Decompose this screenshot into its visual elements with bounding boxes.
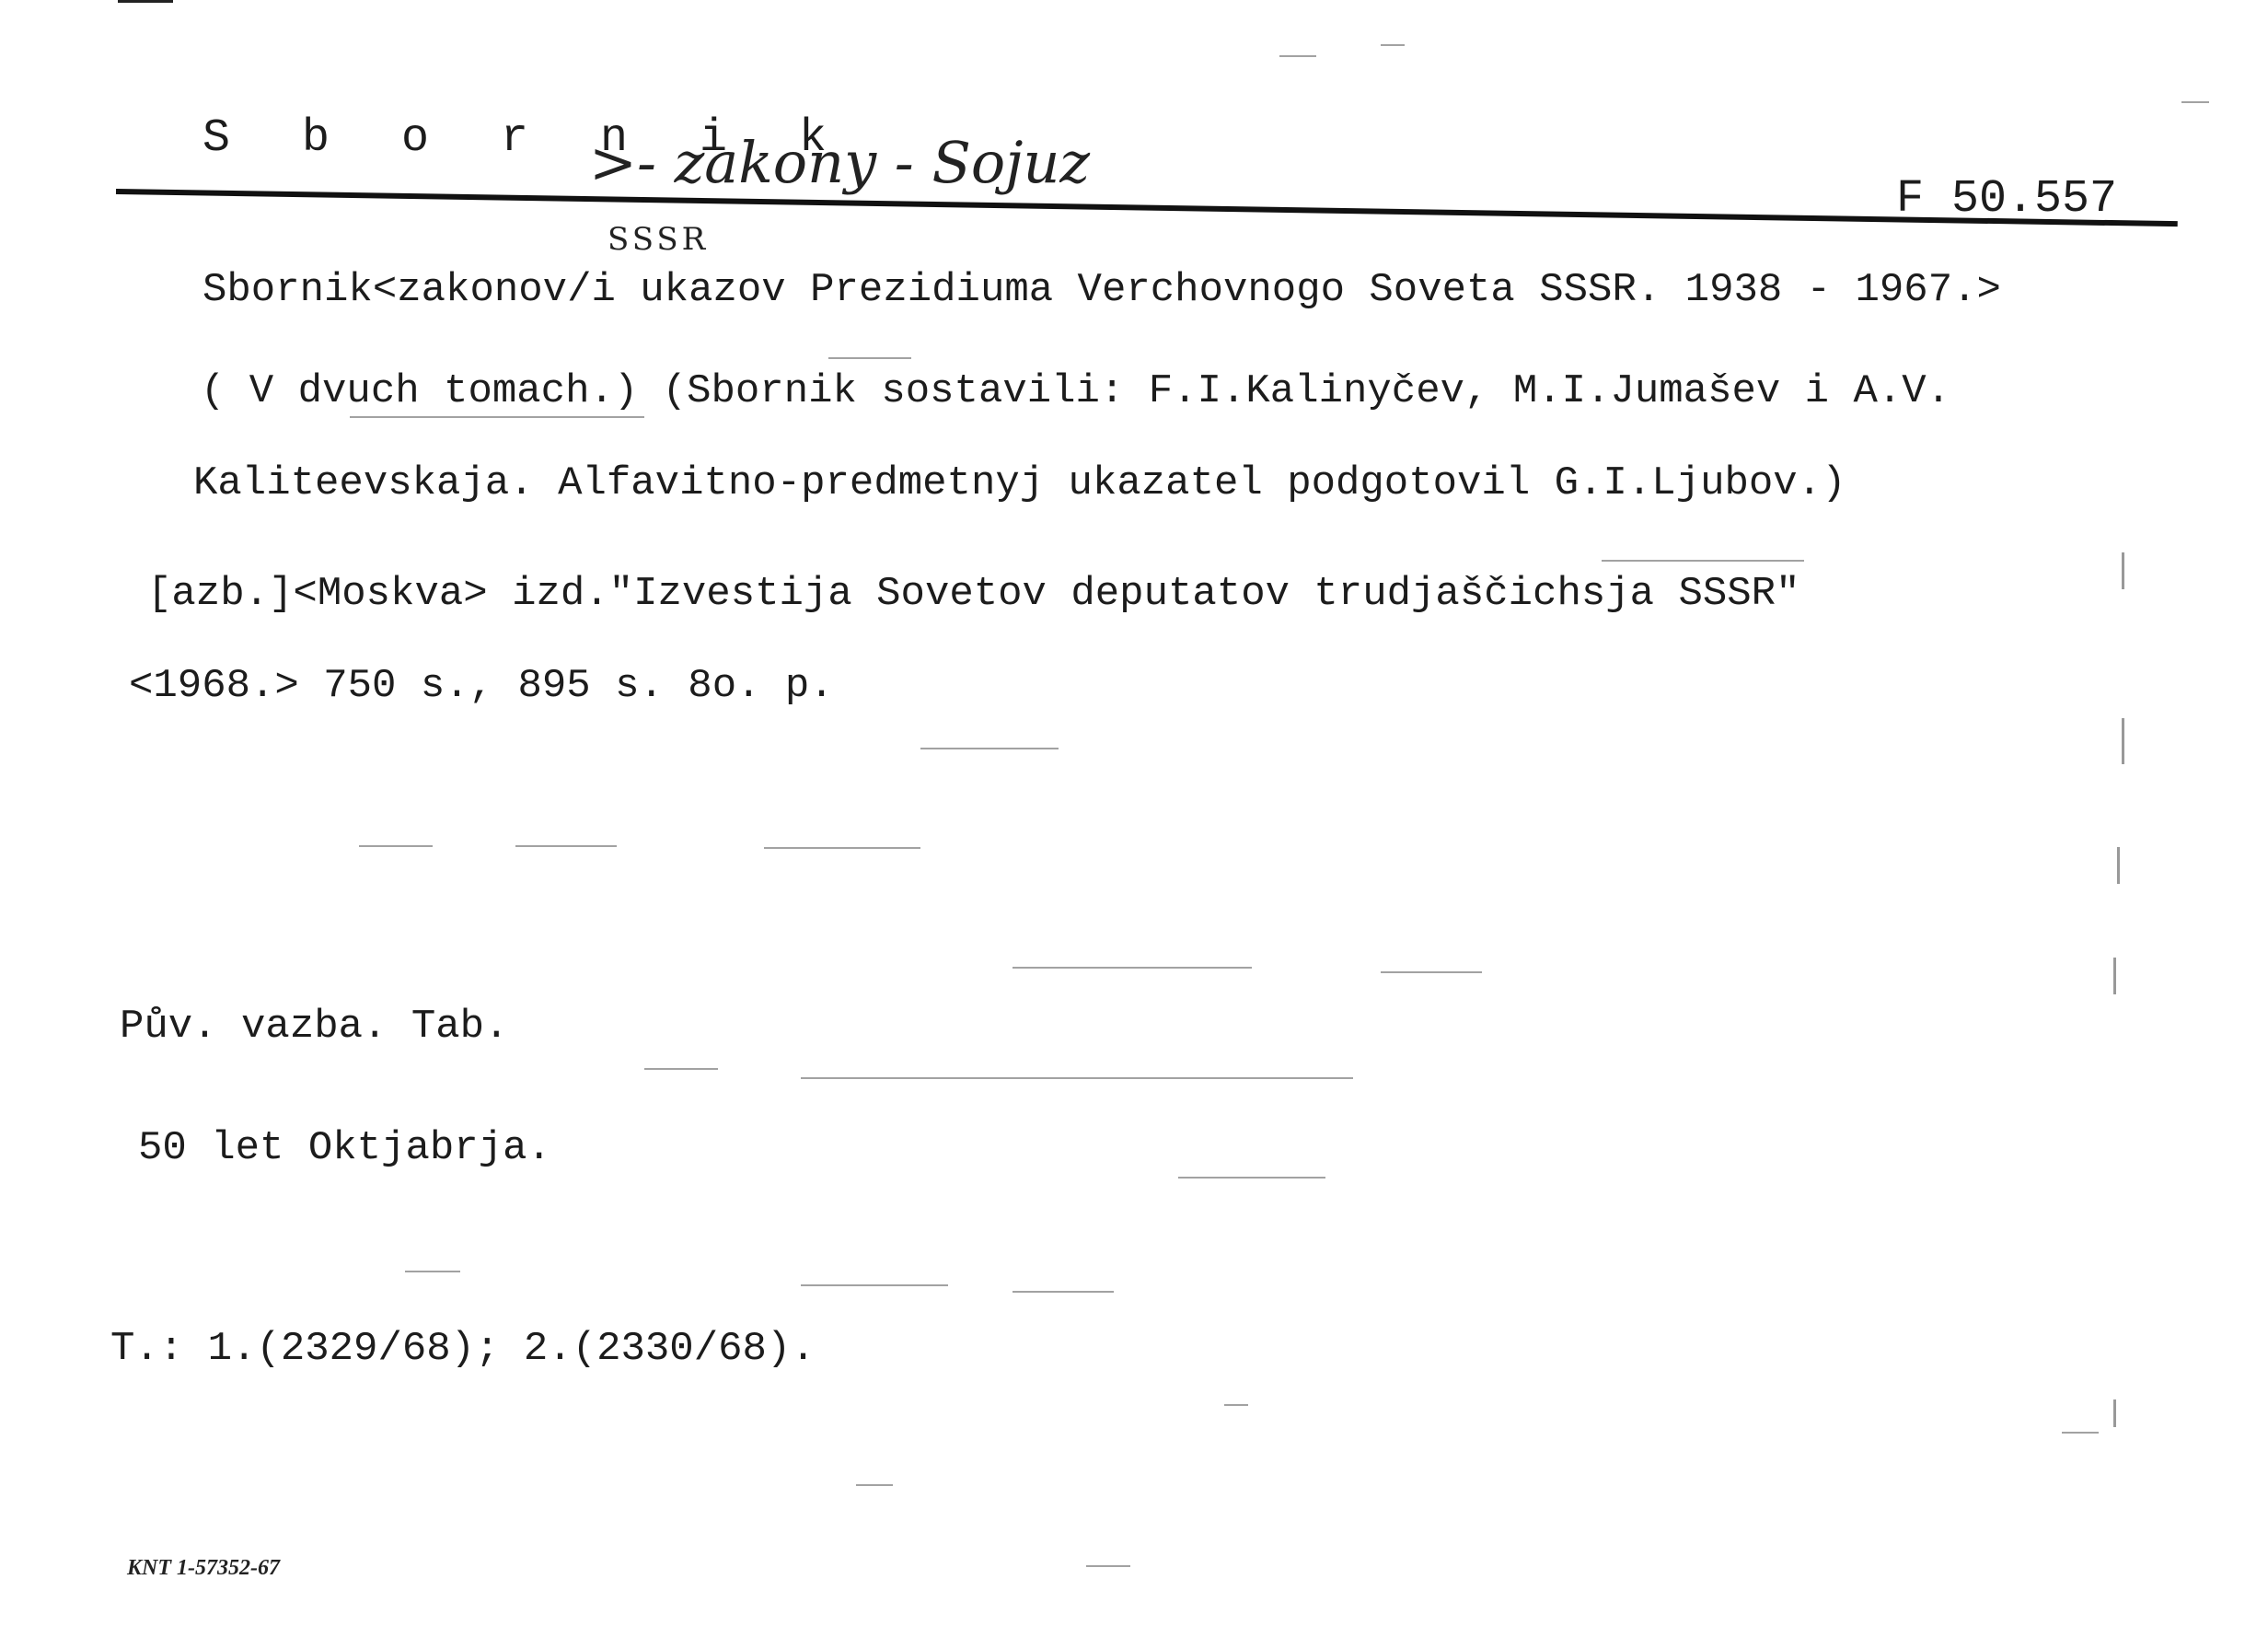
scan-speck (1086, 1565, 1130, 1567)
scan-speck (515, 845, 617, 847)
scan-speck (2113, 1399, 2116, 1427)
scan-speck (1381, 971, 1482, 973)
body-line-imprint: [azb.]<Moskva> izd."Izvestija Sovetov deputatov trudjaščichsja SSSR" (147, 571, 1800, 617)
note-series: 50 let Oktjabrja. (138, 1125, 551, 1171)
scan-speck (1381, 44, 1405, 46)
scan-speck (350, 416, 644, 418)
scan-speck (2117, 847, 2120, 884)
handwritten-insert: SSSR (608, 221, 710, 258)
scan-speck (1012, 1291, 1114, 1293)
scan-speck (801, 1077, 1353, 1079)
card-heading: S b o r n i k (202, 112, 850, 165)
scan-speck (2122, 552, 2124, 589)
scan-speck (359, 845, 433, 847)
scan-speck (2113, 958, 2116, 994)
card-footer-code: KNT 1-57352-67 (127, 1556, 280, 1580)
scan-speck (1178, 1177, 1325, 1179)
scan-speck (405, 1271, 460, 1272)
scan-speck (1224, 1404, 1248, 1406)
note-binding: Pův. vazba. Tab. (120, 1004, 509, 1050)
scan-speck (2181, 101, 2209, 103)
scan-speck (828, 357, 911, 359)
scan-speck (920, 748, 1059, 749)
scan-speck (2122, 718, 2124, 764)
scan-speck (1602, 560, 1804, 562)
heading-rule (116, 189, 2178, 226)
scan-speck (801, 1284, 948, 1286)
body-line-volumes-compilers: ( V dvuch tomach.) (Sbornik sostavili: F.I.Kalinyčev, M.I.Jumašev i A.V. (201, 368, 1951, 414)
volume-numbers: T.: 1.(2329/68); 2.(2330/68). (110, 1326, 816, 1372)
scan-speck (1279, 55, 1316, 57)
scan-speck (764, 847, 920, 849)
body-line-collation: <1968.> 750 s., 895 s. 8o. p. (129, 663, 834, 709)
handwritten-subject: >- zakony - Sojuz (589, 129, 1091, 196)
call-number: F 50.557 (1896, 173, 2118, 226)
top-edge-mark (118, 0, 173, 3)
scan-speck (1012, 967, 1252, 969)
body-line-title: Sbornik<zakonov/i ukazov Prezidiuma Verchovnogo Soveta SSSR. 1938 - 1967.> (202, 267, 2001, 313)
scan-speck (644, 1068, 718, 1070)
scan-speck (2062, 1432, 2099, 1434)
scan-speck (856, 1484, 893, 1486)
body-line-index: Kaliteevskaja. Alfavitno-predmetnyj ukazatel podgotovil G.I.Ljubov.) (193, 460, 1846, 506)
